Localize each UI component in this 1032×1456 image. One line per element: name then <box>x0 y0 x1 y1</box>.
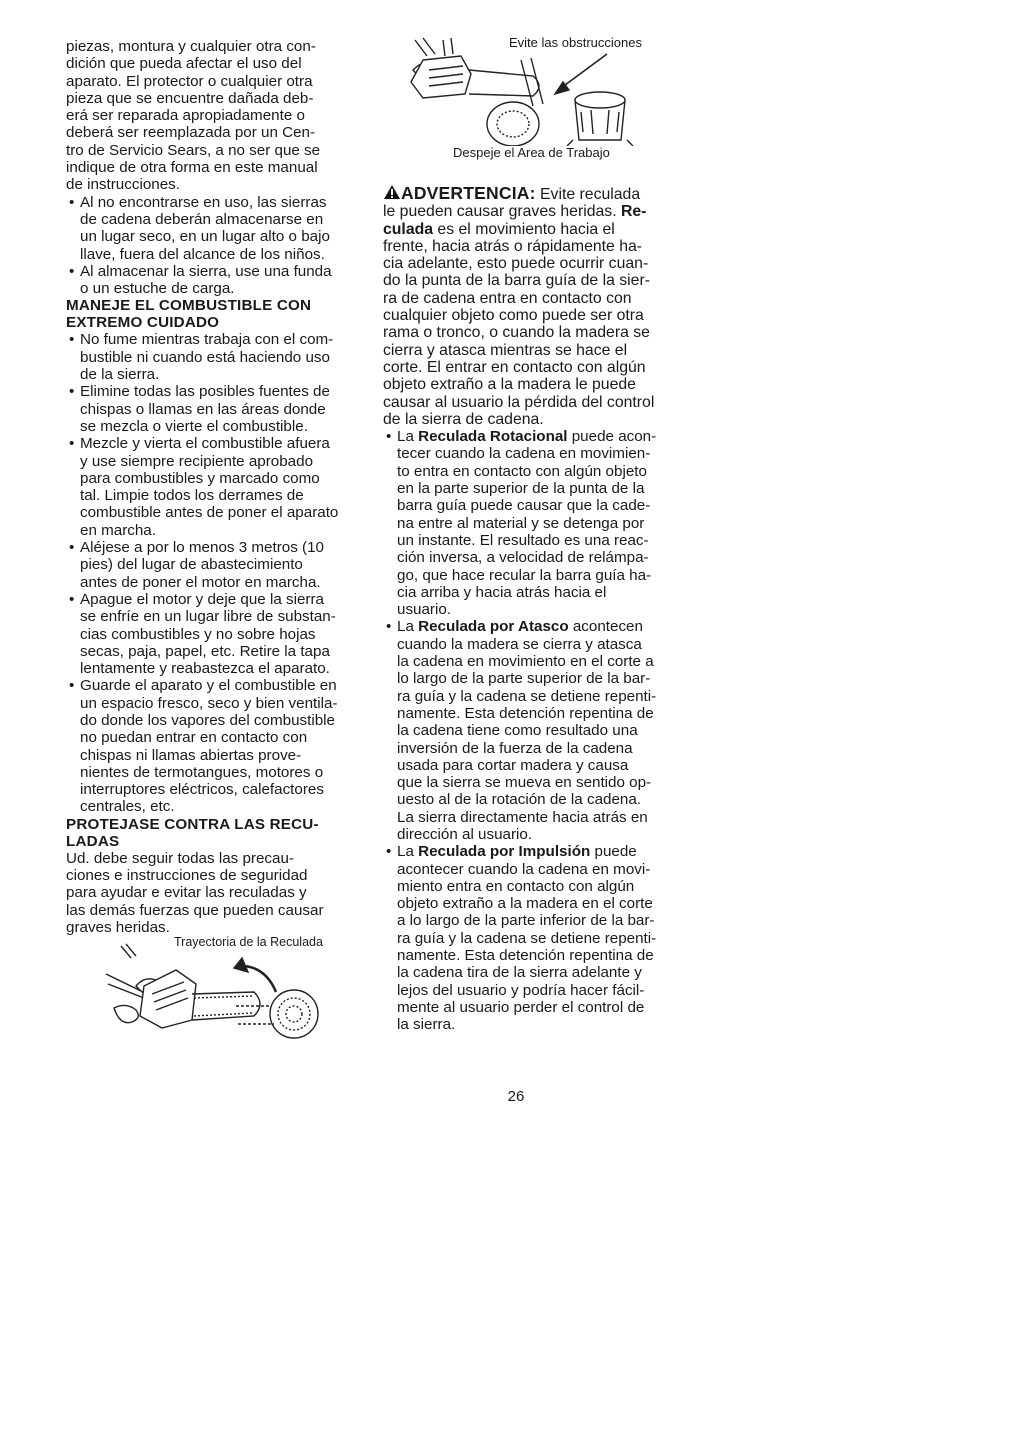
text-line: dición que pueda afectar el uso del <box>66 55 302 73</box>
page-number: 26 <box>507 1088 525 1105</box>
text-line: • Aléjese a por lo menos 3 metros (10 <box>80 539 324 557</box>
heading-line: LADAS <box>66 832 120 850</box>
text-line: mente al usuario perder el control de <box>397 998 645 1016</box>
text-line: la cadena en movimiento en el corte a <box>397 653 654 671</box>
text-line <box>397 843 683 860</box>
text-line: de la sierra. <box>80 366 160 384</box>
text-line: tecer cuando la cadena en movimien- <box>397 445 651 463</box>
text-line: corte. El entrar en contacto con algún <box>383 358 646 376</box>
text-line: aparato. El protector o cualquier otra <box>66 72 313 90</box>
text-line: go, que hace recular la barra guía ha- <box>397 566 652 584</box>
text-line: de cadena deberán almacenarse en <box>80 210 324 228</box>
text-span: La <box>397 843 419 861</box>
text-line: llave, fuera del alcance de los niños. <box>80 245 325 263</box>
warning-first-line <box>383 184 683 203</box>
text-line: un lugar seco, en un lugar alto o bajo <box>80 228 330 246</box>
text-line: antes de poner el motor en marcha. <box>80 573 321 591</box>
text-line: dirección al usuario. <box>397 825 533 843</box>
text-line <box>383 221 683 238</box>
text-line: bustible ni cuando está haciendo uso <box>80 348 330 366</box>
list-item <box>66 331 366 383</box>
fuel-bullet-list <box>66 331 366 815</box>
list-item <box>66 194 366 263</box>
text-line: un espacio fresco, seco y bien ventila- <box>80 694 338 712</box>
text-line: objeto extraño a la madera le puede <box>383 376 636 394</box>
text-line: to entra en contacto con algún objeto <box>397 462 647 480</box>
text-line: • Apague el motor y deje que la sierra <box>80 590 324 608</box>
text-line: tal. Limpie todos los derrames de <box>80 487 304 505</box>
text-line: na entre al material y se detenga por <box>397 514 645 532</box>
kickback-types-list <box>383 428 683 1033</box>
text-line: • Guarde el aparato y el combustible en <box>80 677 337 695</box>
text-line: namente. Esta detención repentina de <box>397 947 654 965</box>
text-span: La <box>397 428 419 446</box>
kickback-intro-paragraph <box>66 850 366 936</box>
text-line: un instante. El resultado es una reac- <box>397 531 649 549</box>
list-item <box>66 383 366 435</box>
text-line: rama o tronco, o cuando la madera se <box>383 324 650 342</box>
text-line: o un estuche de carga. <box>80 280 235 298</box>
intro-paragraph <box>66 38 366 194</box>
text-line: • Al no encontrarse en uso, las sierras <box>80 193 327 211</box>
text-line: pieza que se encuentre dañada deb- <box>66 89 314 107</box>
text-line: La sierra directamente hacia atrás en <box>397 808 648 826</box>
bold-term: Reculada por Impulsión <box>418 843 591 861</box>
figure-caption-bottom: Despeje el Area de Trabajo <box>453 145 610 160</box>
text-line: no puedan entrar en contacto con <box>80 729 308 747</box>
text-line: interruptores eléctricos, calefactores <box>80 781 324 799</box>
text-line: objeto extraño a la madera en el corte <box>397 895 653 913</box>
text-line: cias combustibles y no sobre hojas <box>80 625 316 643</box>
text-line: cia arriba y hacia atrás hacia el <box>397 583 607 601</box>
text-line: en la parte superior de la punta de la <box>397 480 645 498</box>
text-line <box>397 428 683 445</box>
bold-term: culada <box>383 220 434 238</box>
text-line: que la sierra se mueva en sentido op- <box>397 774 652 792</box>
text-line: Ud. debe seguir todas las precau- <box>66 849 294 867</box>
text-span: le pueden causar graves heridas. <box>383 203 621 221</box>
text-line: ra de cadena entra en contacto con <box>383 289 632 307</box>
fuel-section-heading <box>66 297 366 331</box>
text-line: do la punta de la barra guía de la sier- <box>383 272 650 290</box>
work-area-illustration <box>383 36 683 146</box>
text-line: acontecer cuando la cadena en movi- <box>397 860 651 878</box>
text-line: deberá ser reemplazada por un Cen- <box>66 124 316 142</box>
text-line: barra guía puede causar que la cade- <box>397 497 651 515</box>
text-line: namente. Esta detención repentina de <box>397 704 654 722</box>
figure-caption: Trayectoria de la Reculada <box>174 935 323 950</box>
text-line: usuario. <box>397 601 452 619</box>
obstructions-figure <box>383 30 683 164</box>
text-line: en marcha. <box>80 521 156 539</box>
text-line <box>397 618 683 635</box>
storage-bullet-list <box>66 194 366 298</box>
heading-line: EXTREMO CUIDADO <box>66 314 220 332</box>
text-line: cia adelante, esto puede ocurrir cuan- <box>383 255 649 273</box>
right-column <box>383 35 683 1034</box>
text-line: lo largo de la parte superior de la bar- <box>397 670 651 688</box>
bold-term: Reculada Rotacional <box>418 428 568 446</box>
text-span: es el movimiento hacia el <box>433 220 615 238</box>
text-line: la cadena tiene como resultado una <box>397 722 638 740</box>
text-line: piezas, montura y cualquier otra con- <box>66 38 316 55</box>
text-line: ra guía y la cadena se detiene repenti- <box>397 687 657 705</box>
kickback-section-heading <box>66 816 366 850</box>
text-line: uesto al de la rotación de la cadena. <box>397 791 642 809</box>
text-line: usada para cortar madera y causa <box>397 756 629 774</box>
kickback-path-figure <box>66 936 366 1048</box>
text-line: las demás fuerzas que pueden causar <box>66 901 324 919</box>
text-line: para combustibles y marcado como <box>80 469 320 487</box>
text-line: ción inversa, a velocidad de relámpa- <box>397 549 649 567</box>
text-line: miento entra en contacto con algún <box>397 877 635 895</box>
list-item <box>383 618 683 843</box>
warning-icon <box>383 184 401 200</box>
list-item <box>383 428 683 618</box>
text-line: causar al usuario la pérdida del control <box>383 393 655 411</box>
text-line: tro de Servicio Sears, a no ser que se <box>66 141 321 159</box>
text-line: • Al almacenar la sierra, use una funda <box>80 262 332 280</box>
bold-term: Re- <box>620 203 647 221</box>
list-item <box>66 263 366 298</box>
text-line: • No fume mientras trabaja con el com- <box>80 331 334 349</box>
text-span: puede acon- <box>567 428 657 446</box>
text-line: pies) del lugar de abastecimiento <box>80 556 303 574</box>
list-item <box>66 591 366 677</box>
text-line: centrales, etc. <box>80 798 175 816</box>
left-column <box>66 38 366 1048</box>
chainsaw-kickback-illustration <box>66 936 366 1048</box>
heading-line: PROTEJASE CONTRA LAS RECU- <box>66 815 319 833</box>
text-line: do donde los vapores del combustible <box>80 711 335 729</box>
list-item <box>383 843 683 1033</box>
list-item <box>66 677 366 815</box>
text-line <box>383 203 683 220</box>
text-line: de instrucciones. <box>66 176 180 194</box>
text-line: secas, paja, papel, etc. Retire la tapa <box>80 642 330 660</box>
text-line: se mezcla o vierte el combustible. <box>80 417 308 435</box>
text-line: de la sierra de cadena. <box>383 410 544 428</box>
text-line: nientes de termotangues, motores o <box>80 763 324 781</box>
text-line: la sierra. <box>397 1016 456 1034</box>
text-span: puede <box>590 843 637 861</box>
text-line: lejos del usuario y podría hacer fácil- <box>397 981 645 999</box>
heading-line: MANEJE EL COMBUSTIBLE CON <box>66 297 312 315</box>
text-line: inversión de la fuerza de la cadena <box>397 739 633 757</box>
text-line: se enfríe en un lugar libre de substan- <box>80 608 336 626</box>
text-line: ciones e instrucciones de seguridad <box>66 867 308 885</box>
text-line: a lo largo de la parte inferior de la bar- <box>397 912 655 930</box>
warning-paragraph <box>383 184 683 428</box>
text-line: ra guía y la cadena se detiene repenti- <box>397 929 657 947</box>
text-line: combustible antes de poner el aparato <box>80 504 339 522</box>
list-item <box>66 435 366 539</box>
text-line: erá ser reparada apropiadamente o <box>66 107 305 125</box>
text-line: chispas ni llamas abiertas prove- <box>80 746 302 764</box>
text-line: la cadena tira de la sierra adelante y <box>397 964 642 982</box>
text-line: y use siempre recipiente aprobado <box>80 452 314 470</box>
warning-title: ADVERTENCIA: <box>401 183 536 203</box>
text-line: cuando la madera se cierra y atasca <box>397 635 642 653</box>
text-line: graves heridas. <box>66 918 170 936</box>
list-item <box>66 539 366 591</box>
text-span: La <box>397 618 419 636</box>
text-span: acontecen <box>568 618 643 636</box>
figure-caption-top: Evite las obstrucciones <box>509 35 642 50</box>
text-line: chispas o llamas en las áreas donde <box>80 400 326 418</box>
text-line: para ayudar e evitar las reculadas y <box>66 884 307 902</box>
text-line: • Mezcle y vierta el combustible afuera <box>80 435 330 453</box>
text-line: • Elimine todas las posibles fuentes de <box>80 383 330 401</box>
text-line: indique de otra forma en este manual <box>66 159 318 177</box>
bold-term: Reculada por Atasco <box>418 618 569 636</box>
text-line: frente, hacia atrás o rápidamente ha- <box>383 237 643 255</box>
text-line: cualquier objeto como puede ser otra <box>383 307 644 325</box>
text-line: lentamente y reabastezca el aparato. <box>80 660 330 678</box>
text-line: cierra y atasca mientras se hace el <box>383 341 628 359</box>
warning-text: Evite reculada <box>535 186 641 203</box>
